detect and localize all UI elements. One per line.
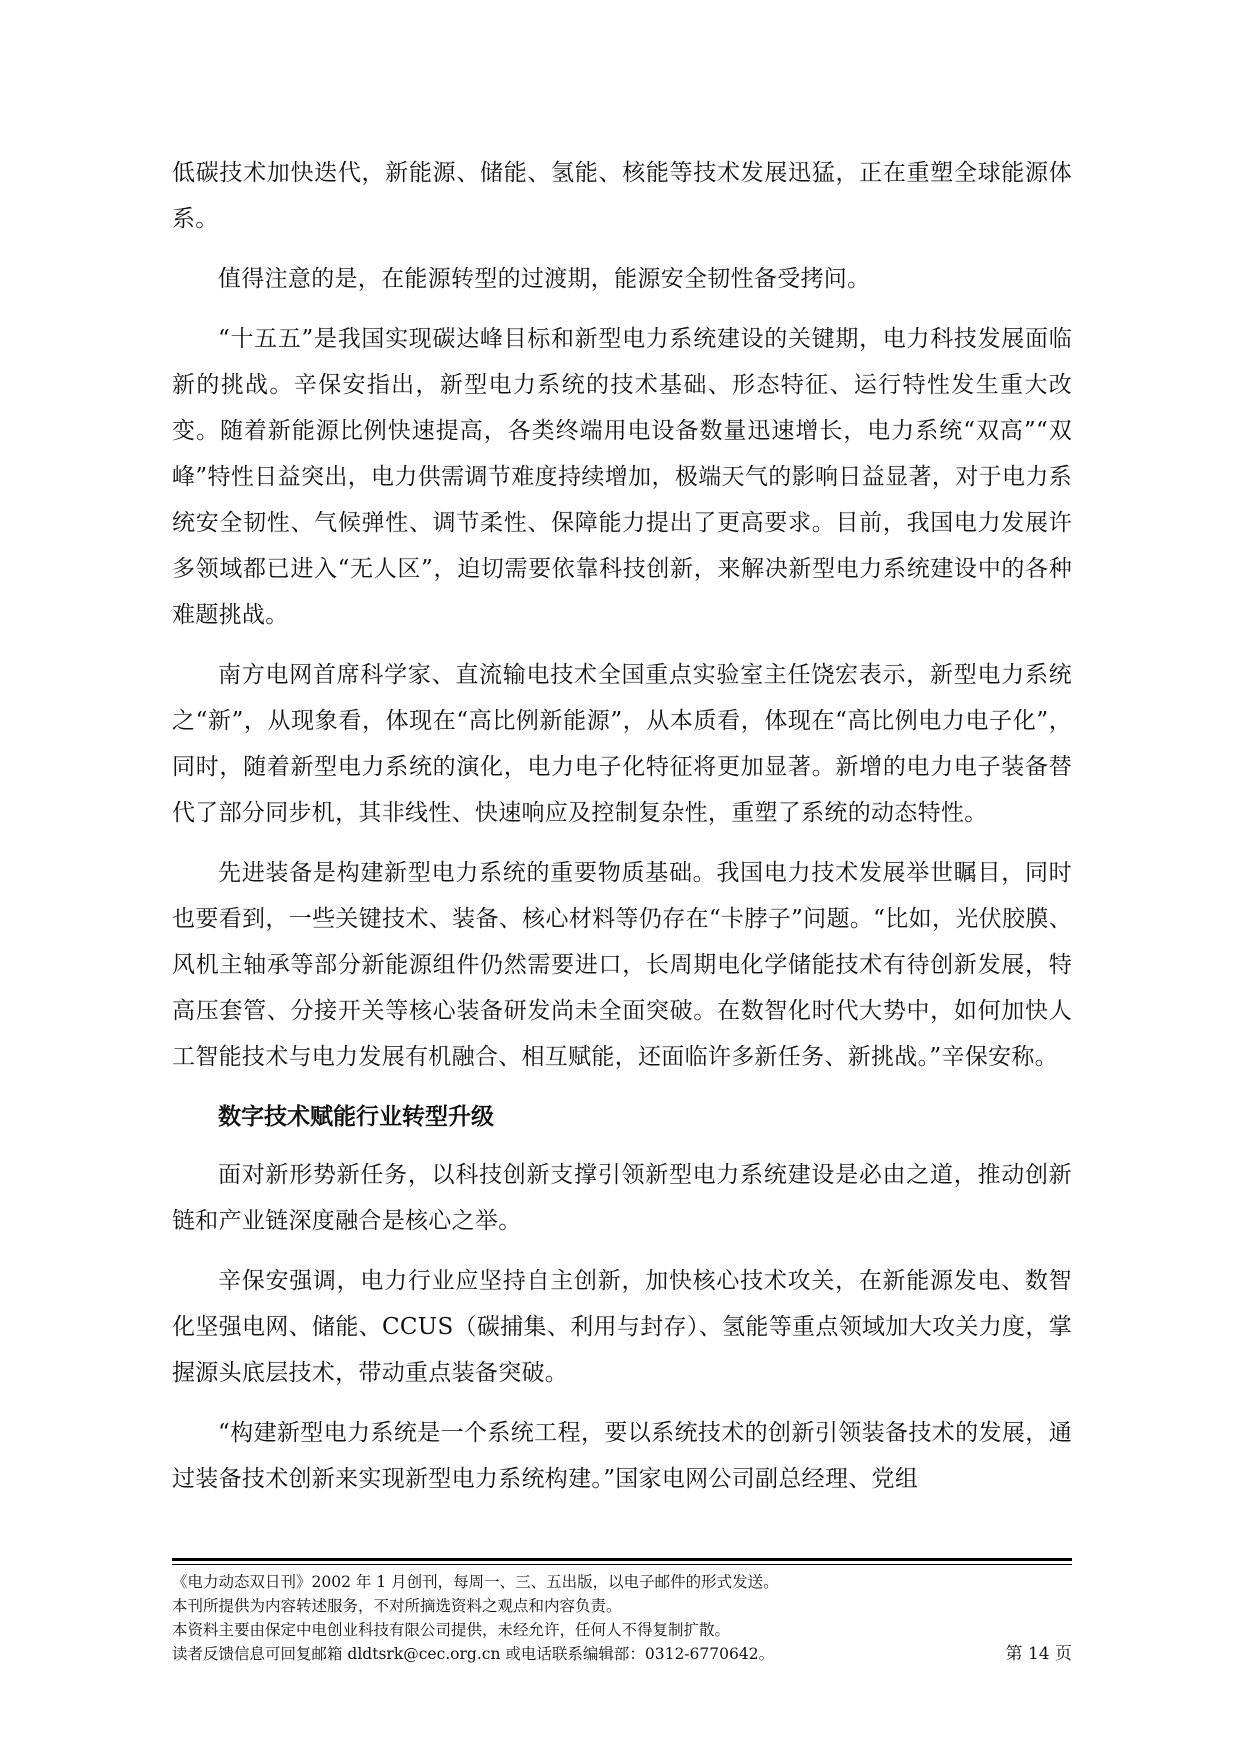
paragraph-6: 面对新形势新任务，以科技创新支撑引领新型电力系统建设是必由之道，推动创新链和产业链深度融合是核心之举。 xyxy=(172,1162,1072,1234)
section-heading: 数字技术赋能行业转型升级 xyxy=(218,1104,494,1130)
paragraph-8: “构建新型电力系统是一个系统工程，要以系统技术的创新引领装备技术的发展，通过装备技术创新来实现新型电力系统构建。”国家电网公司副总经理、党组 xyxy=(172,1420,1072,1492)
paragraph-4: 南方电网首席科学家、直流输电技术全国重点实验室主任饶宏表示，新型电力系统之“新”，从现象看，体现在“高比例新能源”，从本质看，体现在“高比例电力电子化”，同时，随着新型电力系统的演化，电力电子化特征将更加显著。新增的电力电子装备替代了部分同步机，其非线性、快速响应及控制复杂性，重塑了系统的动态特性。 xyxy=(172,662,1072,826)
footer-divider-thick xyxy=(172,1558,1072,1561)
footer xyxy=(172,1570,1072,1666)
footer-contact-row xyxy=(172,1642,1072,1666)
footer-contact: 读者反馈信息可回复邮箱 dldtsrk@cec.org.cn 或电话联系编辑部：0312-6770642。 xyxy=(172,1645,775,1663)
article-body xyxy=(172,150,1072,1516)
paragraph-3: “十五五”是我国实现碳达峰目标和新型电力系统建设的关键期，电力科技发展面临新的挑战。辛保安指出，新型电力系统的技术基础、形态特征、运行特性发生重大改变。随着新能源比例快速提高，各类终端用电设备数量迅速增长，电力系统“双高”“双峰”特性日益突出，电力供需调节难度持续增加，极端天气的影响日益显著，对于电力系统安全韧性、气候弹性、调节柔性、保障能力提出了更高要求。目前，我国电力发展许多领域都已进入“无人区”，迫切需要依靠科技创新，来解决新型电力系统建设中的各种难题挑战。 xyxy=(172,326,1072,628)
footer-divider-thin xyxy=(172,1564,1072,1565)
paragraph-1: 低碳技术加快迭代，新能源、储能、氢能、核能等技术发展迅猛，正在重塑全球能源体系。 xyxy=(172,160,1072,232)
page-number: 第 14 页 xyxy=(1005,1644,1072,1664)
footer-disclaimer: 本刊所提供为内容转述服务，不对所摘选资料之观点和内容负责。 xyxy=(172,1597,622,1615)
paragraph-7: 辛保安强调，电力行业应坚持自主创新，加快核心技术攻关，在新能源发电、数智化坚强电网、储能、CCUS（碳捕集、利用与封存）、氢能等重点领域加大攻关力度，掌握源头底层技术，带动重点装备突破。 xyxy=(172,1268,1072,1386)
paragraph-5: 先进装备是构建新型电力系统的重要物质基础。我国电力技术发展举世瞩目，同时也要看到，一些关键技术、装备、核心材料等仍存在“卡脖子”问题。“比如，光伏胶膜、风机主轴承等部分新能源组件仍然需要进口，长周期电化学储能技术有待创新发展，特高压套管、分接开关等核心装备研发尚未全面突破。在数智化时代大势中，如何加快人工智能技术与电力发展有机融合、相互赋能，还面临许多新任务、新挑战。”辛保安称。 xyxy=(172,860,1072,1070)
footer-copyright: 本资料主要由保定中电创业科技有限公司提供，未经允许，任何人不得复制扩散。 xyxy=(172,1621,731,1639)
footer-publication-info: 《电力动态双日刊》2002 年 1 月创刊，每周一、三、五出版，以电子邮件的形式发送。 xyxy=(172,1573,779,1591)
paragraph-2: 值得注意的是，在能源转型的过渡期，能源安全韧性备受拷问。 xyxy=(218,266,871,292)
